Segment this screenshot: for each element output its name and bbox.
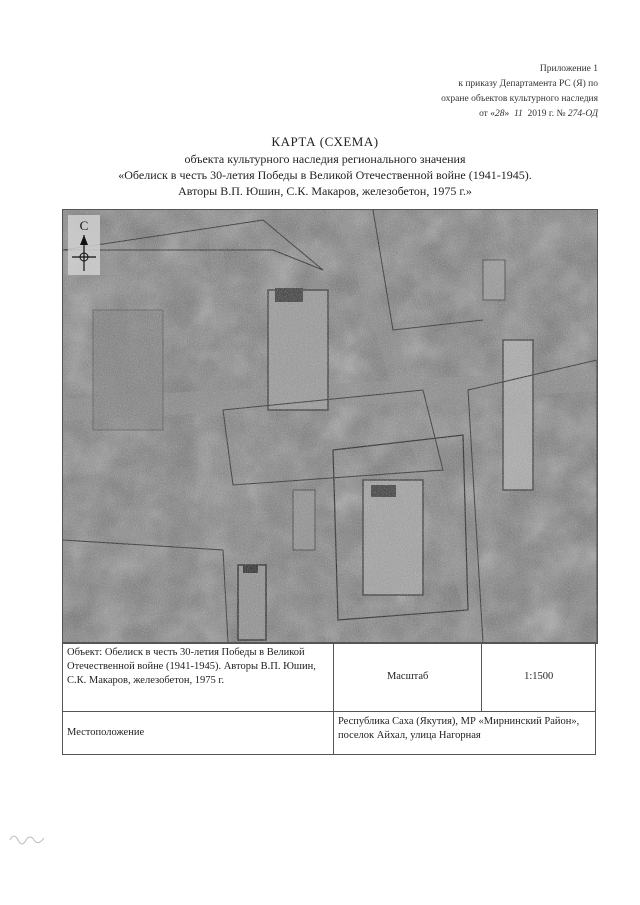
title-line-1: КАРТА (СХЕМА) xyxy=(271,134,379,149)
scan-artifact-mark xyxy=(8,828,48,846)
date-day: 28 xyxy=(494,109,505,119)
info-row-object xyxy=(63,643,596,712)
info-row-location xyxy=(63,712,596,755)
appendix-line-3: охране объектов культурного наследия xyxy=(441,94,598,104)
appendix-date-line xyxy=(358,107,598,122)
order-number: 274-ОД xyxy=(567,109,598,119)
satellite-map-image xyxy=(63,210,597,643)
date-month: 11 xyxy=(513,109,523,119)
scale-label: Масштаб xyxy=(333,643,481,712)
compass-letter: С xyxy=(79,218,89,233)
scale-value: 1:1500 xyxy=(482,643,596,712)
appendix-block xyxy=(358,62,598,122)
north-arrow-icon xyxy=(68,215,100,275)
info-table xyxy=(62,642,596,755)
date-prefix: от « xyxy=(479,109,495,119)
location-label: Местоположение xyxy=(63,712,334,755)
date-year: 2019 г. № xyxy=(527,109,566,119)
appendix-line-1: Приложение 1 xyxy=(539,64,598,74)
title-line-2: объекта культурного наследия регионального значения xyxy=(184,152,466,166)
title-line-3: «Обелиск в честь 30-летия Победы в Великой Отечественной войне (1941-1945). xyxy=(118,168,532,182)
satellite-map xyxy=(62,209,598,644)
object-cell: Объект: Обелиск в честь 30-летия Победы в Великой Отечественной войне (1941-1945). Авторы В.П. Юшин, С.К. Макаров, железобетон, 1975 г. xyxy=(63,643,334,712)
document-title xyxy=(60,133,590,199)
appendix-line-2: к приказу Департамента РС (Я) по xyxy=(458,79,598,89)
date-sep: » xyxy=(504,109,510,119)
location-value: Республика Саха (Якутия), МР «Мирнинский Район», поселок Айхал, улица Нагорная xyxy=(333,712,595,755)
title-line-4: Авторы В.П. Юшин, С.К. Макаров, железобетон, 1975 г.» xyxy=(178,184,472,198)
